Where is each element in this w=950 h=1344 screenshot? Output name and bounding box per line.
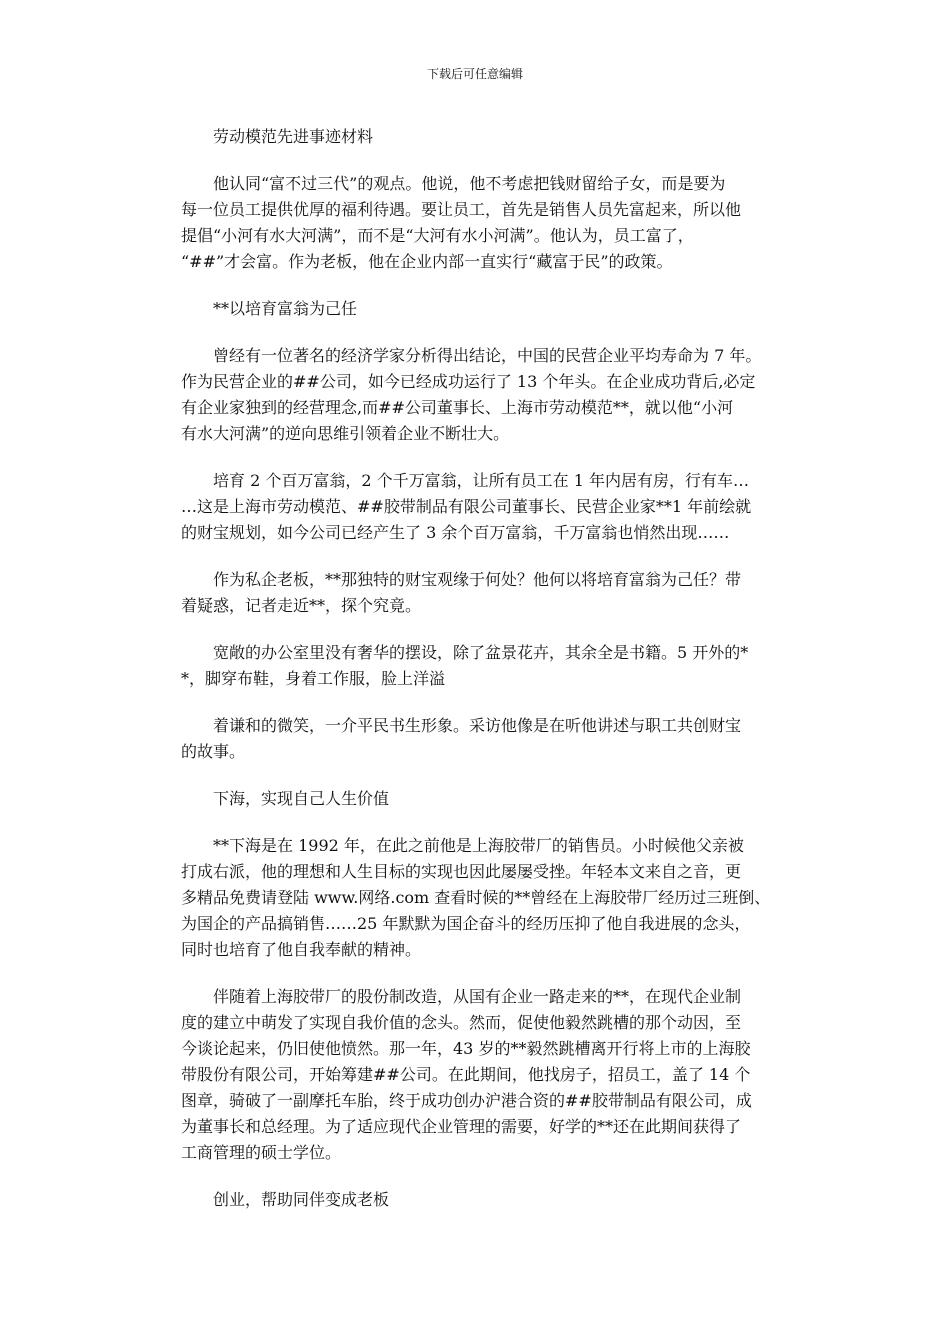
document-body: [181, 124, 771, 1234]
paragraph-line: 为国企的产品搞销售……25 年默默为国企奋斗的经历压抑了他自我进展的念头，: [181, 914, 751, 933]
paragraph: [181, 567, 771, 619]
paragraph-line: 他认同“富不过三代”的观点。他说，他不考虑把钱财留给子女，而是要为: [213, 174, 726, 193]
paragraph-line: 带股份有限公司，开始筹建##公司。在此期间，他找房子，招员工，盖了 14 个: [181, 1065, 751, 1084]
paragraph: [181, 833, 771, 963]
section-heading: [181, 1187, 771, 1213]
paragraph: [181, 984, 771, 1166]
paragraph-line: **下海是在 1992 年，在此之前他是上海胶带厂的销售员。小时候他父亲被: [213, 836, 744, 855]
paragraph: [181, 640, 771, 692]
paragraph-line: 作为私企老板，**那独特的财宝观缘于何处？他何以将培育富翁为己任？带: [213, 570, 742, 589]
heading-text: **以培育富翁为己任: [213, 299, 358, 318]
paragraph-line: “##”才会富。作为老板，他在企业内部一直实行“藏富于民”的政策。: [181, 252, 673, 271]
section-heading: [181, 296, 771, 322]
paragraph-line: 图章，骑破了一副摩托车胎，终于成功创办沪港合资的##胶带制品有限公司，成: [181, 1091, 752, 1110]
paragraph-line: *，脚穿布鞋，身着工作服，脸上洋溢: [181, 669, 446, 688]
paragraph-line: 着疑惑，记者走近**，探个究竟。: [181, 596, 422, 615]
paragraph-line: 打成右派，他的理想和人生目标的实现也因此屡屡受挫。年轻本文来自之音，更: [181, 862, 742, 881]
document-blocks: [181, 171, 771, 1213]
paragraph: [181, 468, 771, 546]
paragraph-line: 同时也培育了他自我奉献的精神。: [181, 940, 422, 959]
paragraph-line: 工商管理的硕士学位。: [181, 1143, 342, 1162]
paragraph-line: 多精品免费请登陆 www.网络.com 查看时候的**曾经在上海胶带厂经历过三班倒、: [181, 888, 771, 907]
paragraph-line: 宽敞的办公室里没有奢华的摆设，除了盆景花卉，其余全是书籍。5 开外的*: [213, 643, 749, 662]
paragraph-line: 有企业家独到的经营理念,而##公司董事长、上海市劳动模范**，就以他“小河: [181, 398, 734, 417]
paragraph-line: 作为民营企业的##公司，如今已经成功运行了 13 个年头。在企业成功背后,必定: [181, 372, 756, 391]
paragraph-line: 今谈论起来，仍旧使他愤然。那一年，43 岁的**毅然跳槽离开行将上市的上海胶: [181, 1039, 751, 1058]
paragraph-line: 培育 2 个百万富翁，2 个千万富翁，让所有员工在 1 年内居有房，行有车…: [213, 471, 749, 490]
paragraph-line: 伴随着上海胶带厂的股份制改造，从国有企业一路走来的**，在现代企业制: [213, 987, 742, 1006]
page-header: 下载后可任意编辑: [426, 67, 523, 81]
paragraph: [181, 343, 771, 447]
heading-text: 创业，帮助同伴变成老板: [213, 1190, 390, 1209]
paragraph-line: 每一位员工提供优厚的福利待遇。要让员工，首先是销售人员先富起来，所以他: [181, 200, 742, 219]
paragraph: [181, 171, 771, 275]
paragraph-line: 着谦和的微笑，一介平民书生形象。采访他像是在听他讲述与职工共创财宝: [213, 716, 742, 735]
paragraph-line: 的故事。: [181, 742, 246, 761]
paragraph-line: 曾经有一位著名的经济学家分析得出结论，中国的民营企业平均寿命为 7 年。: [213, 346, 762, 365]
paragraph-line: 为董事长和总经理。为了适应现代企业管理的需要，好学的**还在此期间获得了: [181, 1117, 742, 1136]
paragraph-line: …这是上海市劳动模范、##胶带制品有限公司董事长、民营企业家**1 年前绘就: [181, 497, 752, 516]
paragraph-line: 的财宝规划，如今公司已经产生了 3 余个百万富翁，千万富翁也悄然出现……: [181, 523, 730, 542]
title-text: 劳动模范先进事迹材料: [213, 127, 374, 146]
paragraph-line: 有水大河满”的逆向思维引领着企业不断壮大。: [181, 424, 510, 443]
paragraph-line: 度的建立中萌发了实现自我价值的念头。然而，促使他毅然跳槽的那个动因，至: [181, 1013, 742, 1032]
paragraph: [181, 713, 771, 765]
document-title: [181, 124, 771, 150]
heading-text: 下海，实现自己人生价值: [213, 789, 390, 808]
paragraph-line: 提倡“小河有水大河满”，而不是“大河有水小河满”。他认为，员工富了，: [181, 226, 694, 245]
section-heading: [181, 786, 771, 812]
